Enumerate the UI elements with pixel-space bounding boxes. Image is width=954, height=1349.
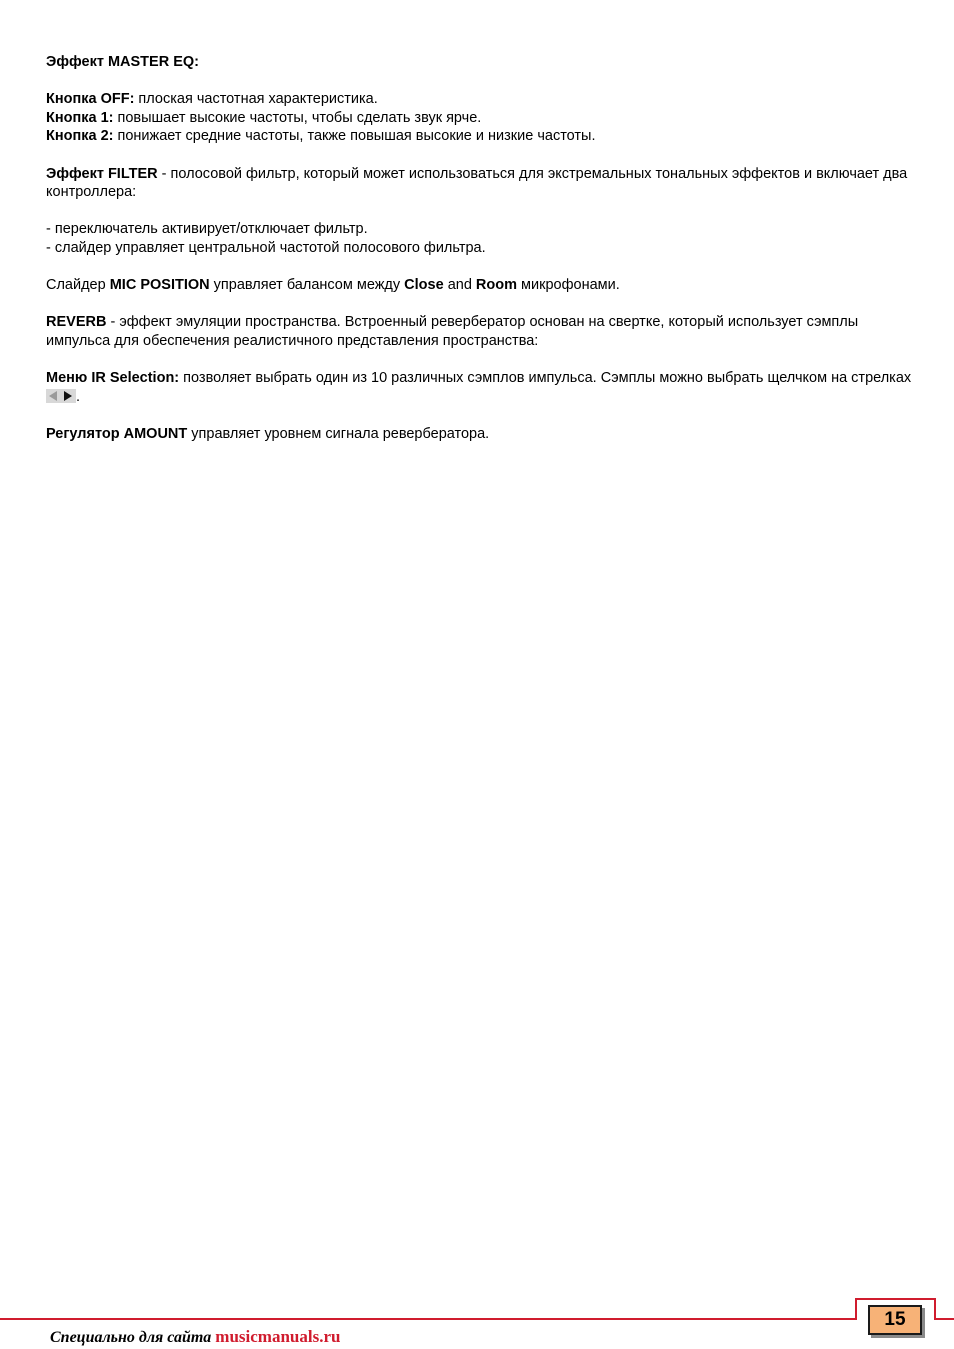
ir-selection-paragraph: Меню IR Selection: позволяет выбрать один из 10 различных сэмплов импульса. Сэмплы можно выбрать щелчком на стрелках . <box>46 370 912 405</box>
filter-paragraph: Эффект FILTER - полосовой фильтр, который может использоваться для экстремальных тональных эффектов и включает два контроллера: <box>46 165 908 201</box>
left-right-arrows-icon <box>46 389 76 403</box>
mic-position-paragraph: Слайдер MIC POSITION управляет балансом между Close and Room микрофонами. <box>46 277 620 294</box>
arrow-left-icon <box>49 391 57 401</box>
document-body <box>46 53 916 443</box>
amount-paragraph: Регулятор AMOUNT управляет уровнем сигнала ревербератора. <box>46 425 490 442</box>
footer-caption: Специально для сайта musicmanuals.ru <box>50 1327 341 1346</box>
reverb-paragraph: REVERB - эффект эмуляции пространства. Встроенный ревербератор основан на свертке, который использует сэмплы импульса для обеспечения реалистичного представления пространства: <box>46 314 859 349</box>
page-number-badge: 15 <box>868 1305 922 1335</box>
button-off-line: Кнопка OFF: плоская частотная характеристика. <box>46 91 378 108</box>
footer-site-link[interactable]: musicmanuals.ru <box>215 1327 341 1346</box>
button-1-line: Кнопка 1: повышает высокие частоты, чтобы сделать звук ярче. <box>46 109 482 126</box>
filter-item-slider: - слайдер управляет центральной частотой полосового фильтра. <box>46 239 486 256</box>
master-eq-heading: Эффект MASTER EQ: <box>46 54 199 70</box>
filter-item-switch: - переключатель активирует/отключает фильтр. <box>46 221 368 238</box>
footer-divider-left <box>0 1318 856 1320</box>
button-2-line: Кнопка 2: понижает средние частоты, также повышая высокие и низкие частоты. <box>46 128 596 145</box>
arrow-right-icon <box>64 391 72 401</box>
footer-divider-right <box>936 1318 954 1320</box>
